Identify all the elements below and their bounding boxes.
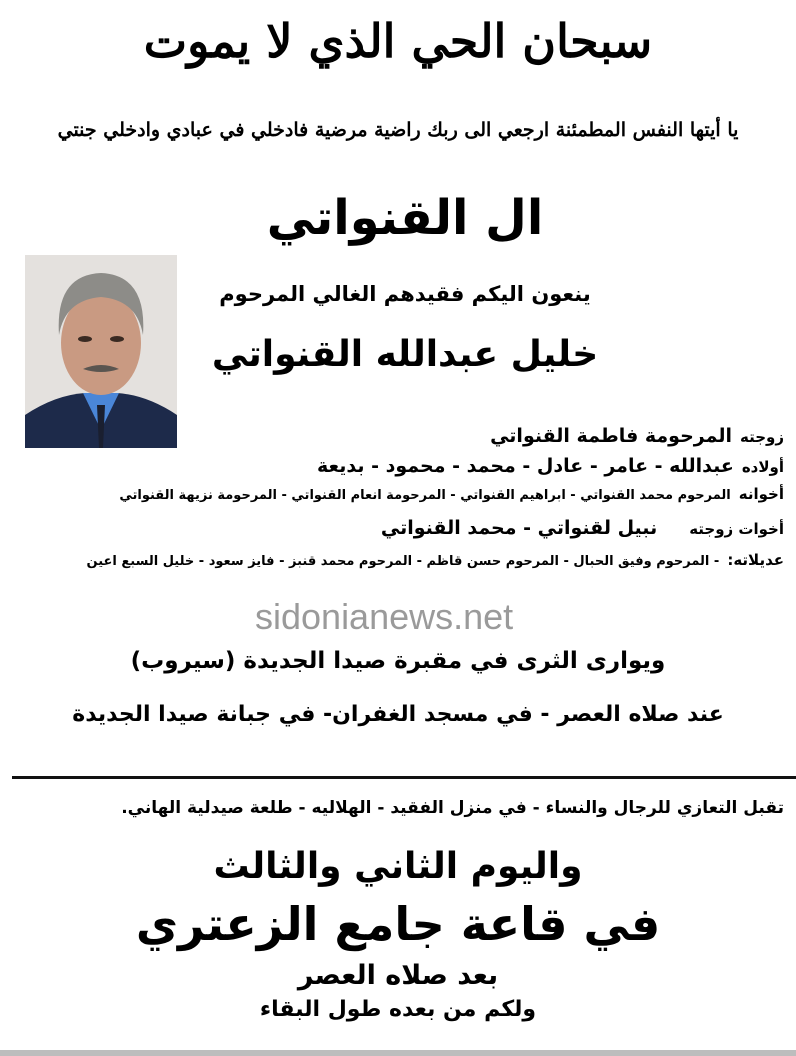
relative-value: عبدالله - عامر - عادل - محمد - محمود - بديعة: [317, 455, 734, 477]
relative-label: أخوات زوجته: [689, 520, 784, 538]
family-name: ال القنواتي: [266, 190, 544, 246]
relative-label: زوجته: [740, 428, 784, 446]
relative-label: عديلاته:: [727, 551, 784, 569]
relative-value: المرحوم محمد القنواتي - ابراهيم القنواتي - المرحومة انعام القنواتي - المرحومة نزيهة القنواتي: [119, 488, 731, 503]
mourning-line: ينعون اليكم فقيدهم الغالي المرحوم: [219, 282, 591, 306]
relative-label: أخوانه: [738, 485, 784, 503]
relative-value: نبيل لقنواتي - محمد القنواتي: [380, 517, 658, 539]
deceased-name: خليل عبدالله القنواتي: [211, 334, 599, 375]
condolence-days: واليوم الثاني والثالث: [213, 846, 583, 887]
condolence-hall: في قاعة جامع الزعتري: [135, 897, 661, 951]
relative-row-brothers-in-law: [12, 551, 784, 581]
condolences-line: تقبل التعازي للرجال والنساء - في منزل الفقيد - الهلاليه - طلعة صيدلية الهاني.: [121, 798, 784, 818]
divider: [12, 776, 796, 779]
relative-row-wife: [12, 425, 784, 455]
watermark: sidonianews.net: [255, 596, 514, 637]
burial-line: ويوارى الثرى في مقبرة صيدا الجديدة (سيروب): [130, 648, 666, 674]
relative-row-in-laws: [12, 517, 784, 551]
relative-value: - المرحوم وفيق الحبال - المرحوم حسن قاظم - المرحوم محمد قنبز - فايز سعود - خليل السبع اعين: [86, 554, 720, 569]
relative-row-siblings: [12, 485, 784, 517]
bottom-edge: [0, 1050, 796, 1056]
prayer-line: عند صلاه العصر - في مسجد الغفران- في جبانة صيدا الجديدة: [72, 702, 724, 727]
deceased-portrait: [25, 255, 177, 448]
quran-verse: يا أيتها النفس المطمئنة ارجعي الى ربك راضية مرضية فادخلي في عبادي وادخلي جنتي: [57, 119, 739, 141]
relative-value: المرحومة فاطمة القنواتي: [490, 425, 732, 447]
relative-label: أولاده: [741, 458, 784, 476]
closing-line: ولكم من بعده طول البقاء: [259, 997, 537, 1022]
relatives-list: [12, 425, 784, 581]
relative-row-children: [12, 455, 784, 485]
calligraphy-title: سبحان الحي الذي لا يموت: [143, 14, 653, 68]
condolence-time: بعد صلاه العصر: [297, 960, 499, 991]
